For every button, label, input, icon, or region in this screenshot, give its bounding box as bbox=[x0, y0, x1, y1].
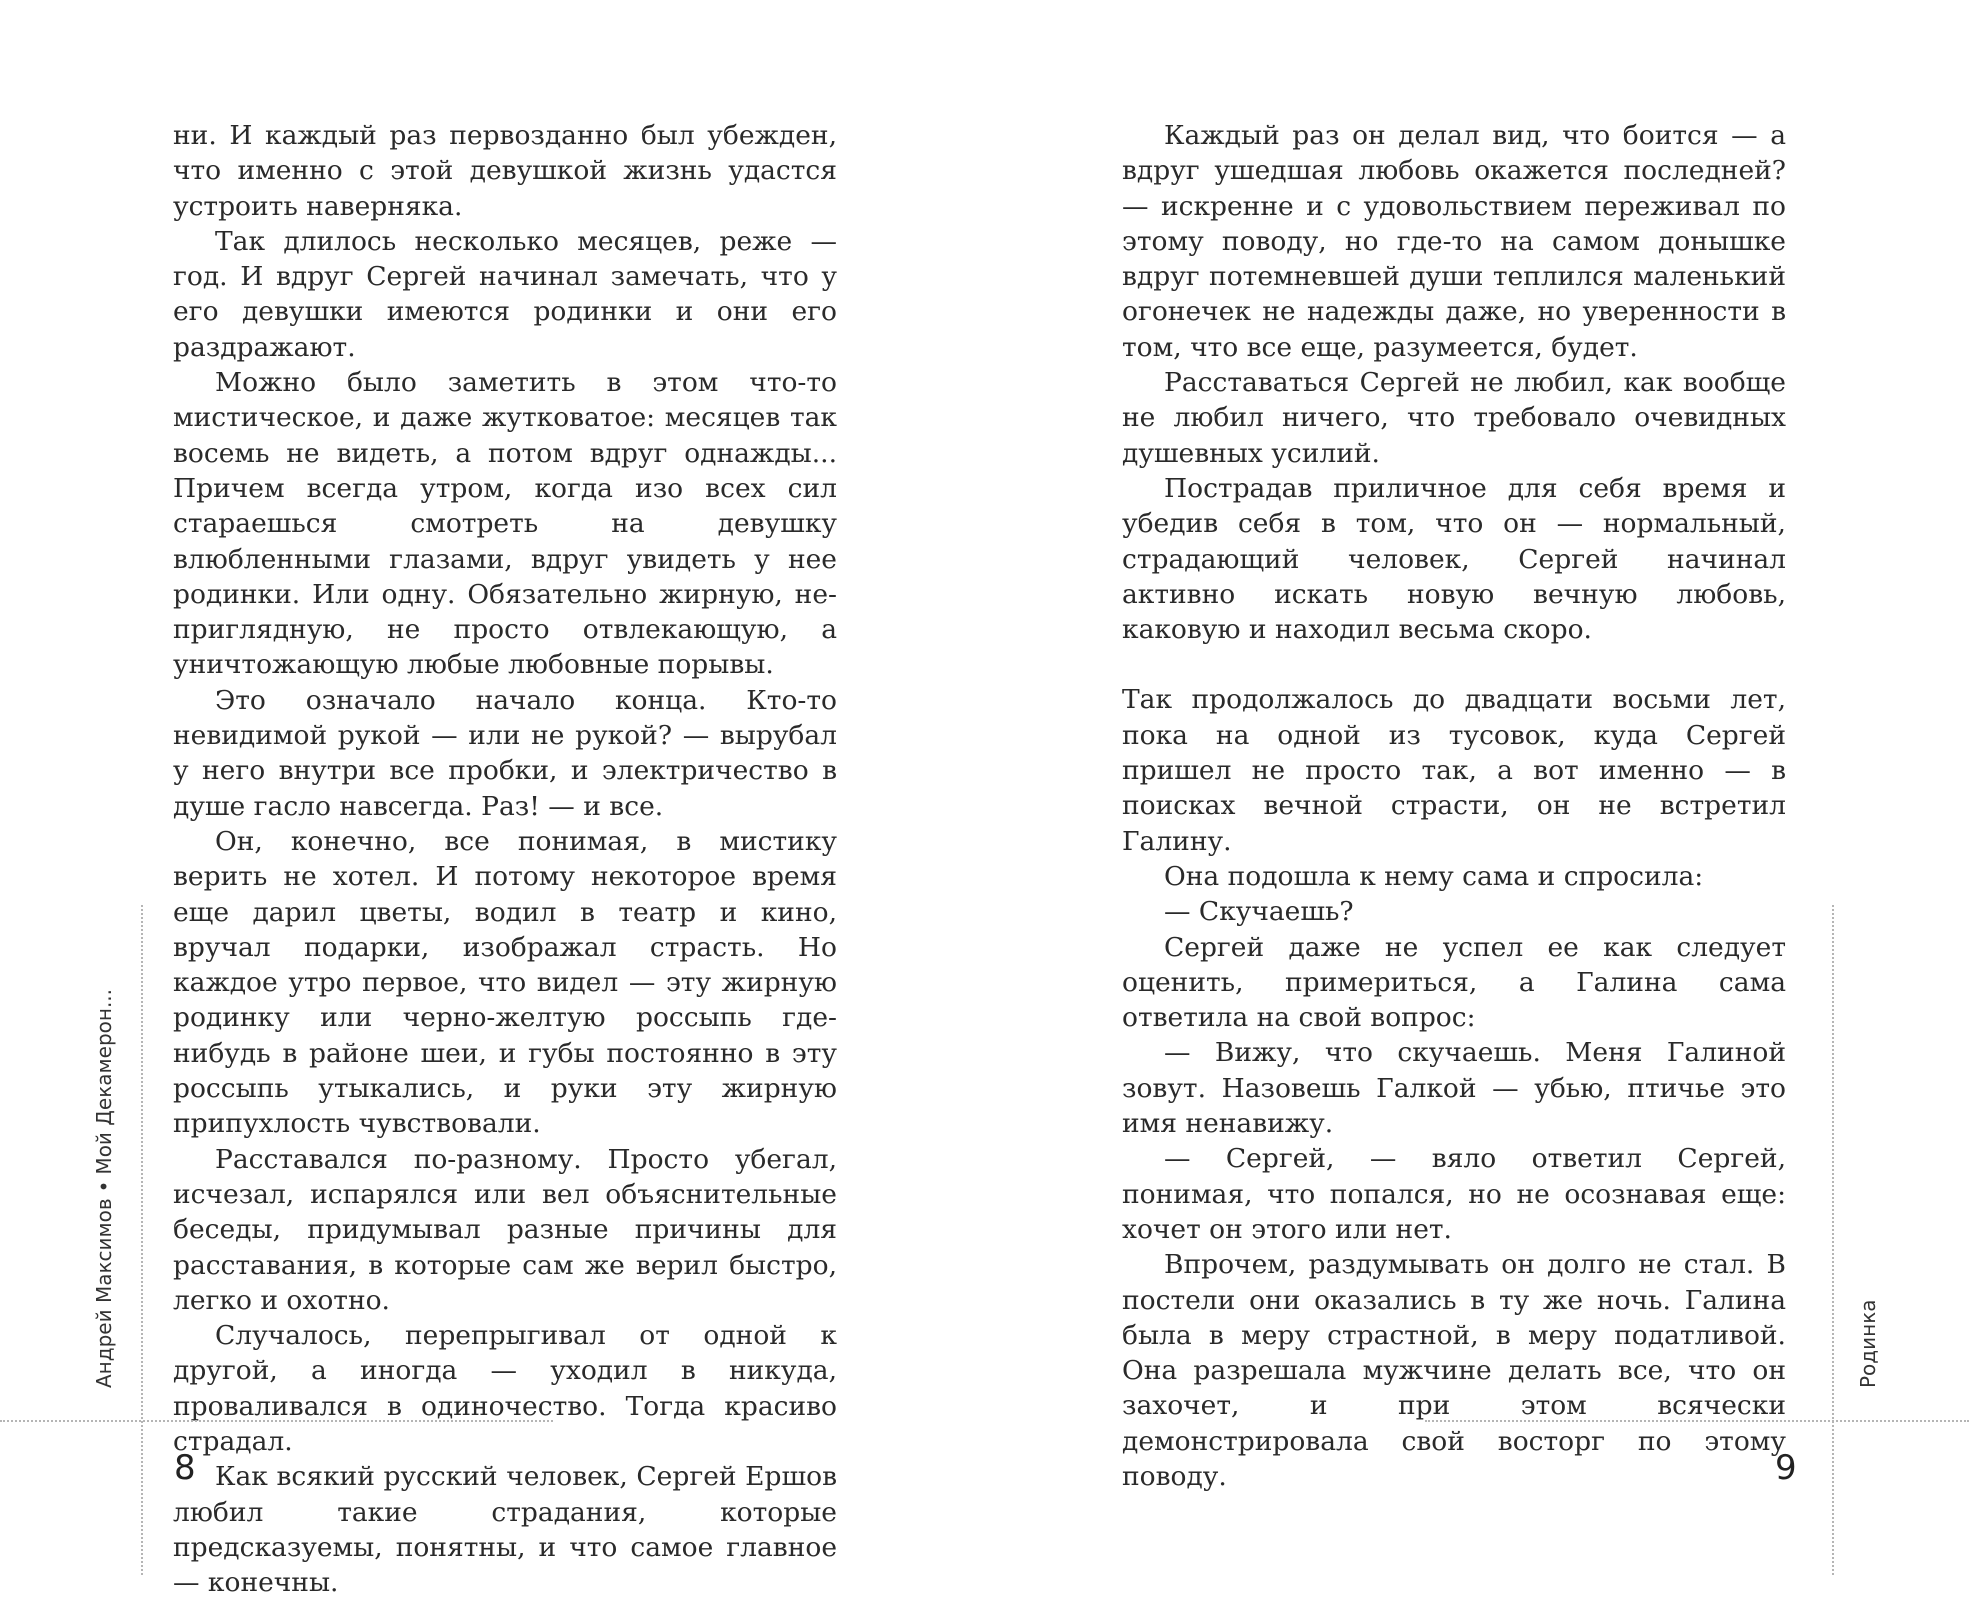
paragraph: Пострадав приличное для себя время и убедив себя в том, что он — нормальный, страдающий человек, Сергей начинал активно искать новую вечную любовь, каковую и находил весьма скоро. bbox=[1122, 472, 1786, 646]
horizontal-dotted-rule bbox=[1425, 1420, 1969, 1422]
running-head-chapter-title: Родинка bbox=[1856, 1299, 1880, 1388]
horizontal-dotted-rule bbox=[0, 1420, 553, 1422]
vertical-dotted-rule bbox=[141, 905, 143, 1575]
book-title: Мой Декамерон... bbox=[92, 988, 116, 1175]
running-head-author-title bbox=[92, 989, 116, 1388]
paragraph: Сергей даже не успел ее как следует оценить, примериться, а Галина сама ответила на свой вопрос: bbox=[1122, 931, 1786, 1034]
paragraph: ни. И каждый раз первозданно был убежден, что именно с этой девушкой жизнь удастся устроить наверняка. bbox=[173, 120, 837, 222]
paragraph: Так продолжалось до двадцати восьми лет, пока на одной из тусовок, куда Сергей пришел не просто так, а вот именно — в поисках вечной страсти, он не встретил Галину. bbox=[1122, 684, 1786, 857]
paragraph: Можно было заметить в этом что-то мистическое, и даже жутковатое: месяцев так восемь не видеть, а потом вдруг однажды... Причем всегда утром, когда изо всех сил стараешься смотреть на девушку влюбленными глазами, вдруг увидеть у нее родинки. Или одну. Обязательно жирную, неприглядную, не просто отвлекающую, а уничтожающую любые любовные порывы. bbox=[173, 367, 837, 681]
right-page-text bbox=[1122, 118, 1786, 1494]
author-name: Андрей Максимов bbox=[92, 1198, 116, 1388]
paragraph: Расставался по-разному. Просто убегал, исчезал, испарялся или вел объяснительные беседы, придумывал разные причины для расставания, в которые сам же верил быстро, легко и охотно. bbox=[173, 1143, 837, 1316]
page-number: 9 bbox=[1775, 1448, 1797, 1488]
paragraph: — Вижу, что скучаешь. Меня Галиной зовут. Назовешь Галкой — убью, птичье это имя ненавижу. bbox=[1122, 1037, 1786, 1140]
page-number: 8 bbox=[174, 1448, 196, 1488]
paragraph: — Сергей, — вяло ответил Сергей, понимая, что попался, но не осознавая еще: хочет он этого или нет. bbox=[1122, 1143, 1786, 1245]
paragraph: Случалось, перепрыгивал от одной к другой, а иногда — уходил в никуда, проваливался в одиночество. Тогда красиво страдал. bbox=[173, 1320, 837, 1457]
separator-bullet: • bbox=[92, 1180, 116, 1193]
right-page bbox=[985, 0, 1969, 1575]
paragraph: Она подошла к нему сама и спросила: bbox=[1164, 860, 1704, 892]
paragraph: Впрочем, раздумывать он долго не стал. В постели они оказались в ту же ночь. Галина была в меру страстной, в меру податливой. Она разрешала мужчине делать все, что он захочет, и при этом всячески демонстрировала свой восторг по этому поводу. bbox=[1122, 1249, 1786, 1492]
paragraph: Как всякий русский человек, Сергей Ершов любил такие страдания, которые предсказуемы, понятны, и что самое главное — конечны. bbox=[173, 1461, 837, 1599]
paragraph: Это означало начало конца. Кто-то невидимой рукой — или не рукой? — вырубал у него внутри все пробки, и электричество в душе гасло навсегда. Раз! — и все. bbox=[173, 684, 837, 822]
paragraph: Он, конечно, все понимая, в мистику верить не хотел. И потому некоторое время еще дарил цветы, водил в театр и кино, вручал подарки, изображал страсть. Но каждое утро первое, что видел — эту жирную родинку или черно-желтую россыпь где-нибудь в районе шеи, и губы постоянно в эту россыпь утыкались, и руки эту жирную припухлость чувствовали. bbox=[173, 825, 837, 1140]
paragraph: Каждый раз он делал вид, что боится — а вдруг ушедшая любовь окажется последней? — искренне и с удовольствием переживал по этому поводу, но где-то на самом донышке вдруг потемневшей души теплился маленький огонечек не надежды даже, но уверенности в том, что все еще, разумеется, будет. bbox=[1122, 120, 1786, 363]
left-page-text bbox=[173, 118, 837, 1600]
paragraph: Расставаться Сергей не любил, как вообще не любил ничего, что требовало очевидных душевных усилий. bbox=[1122, 367, 1786, 469]
paragraph: — Скучаешь? bbox=[1164, 896, 1354, 928]
left-page bbox=[0, 0, 984, 1599]
vertical-dotted-rule bbox=[1832, 905, 1834, 1575]
paragraph: Так длилось несколько месяцев, реже — год. И вдруг Сергей начинал замечать, что у его девушки имеются родинки и они его раздражают. bbox=[173, 225, 837, 363]
